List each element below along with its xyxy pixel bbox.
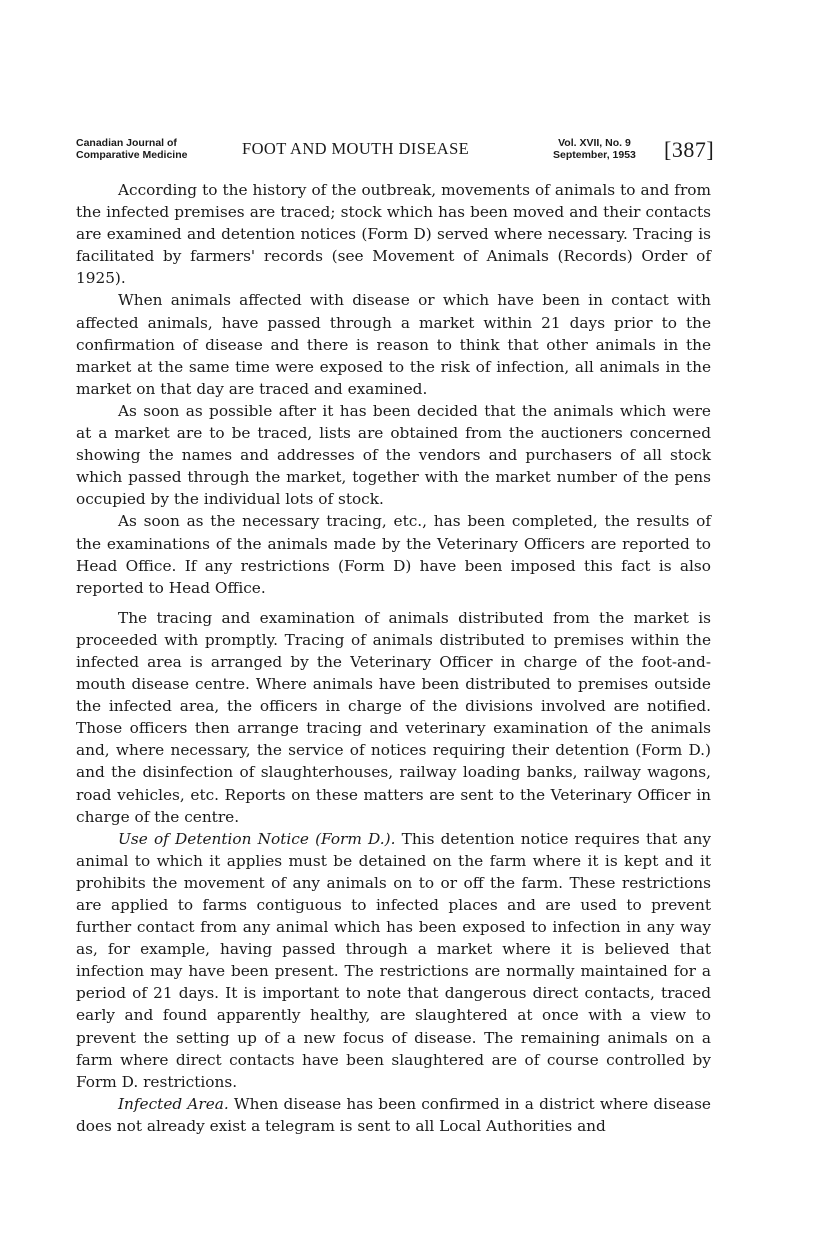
section-heading-infected-area: Infected Area.: [118, 1094, 229, 1113]
paragraph-text: This detention notice requires that any animal to which it applies must be detained on the farm where it is kept and it prohibits the movement of any animals on to or off the farm. These restrictions are applied to farms contiguous to infected places and are used to prevent further contact from any animal which has been exposed to infection in any way as, for example, having passed through a market where it is believed that infection may have been present. The restrictions are normally maintained for a period of 21 days. It is important to note that dangerous direct contacts, traced early and found apparently healthy, are slaughtered at once with a view to prevent the setting up of a new focus of disease. The remaining animals on a farm where direct contacts have been slaughtered are of course controlled by Form D. restrictions.: [76, 829, 712, 1091]
issue-info: [553, 138, 636, 161]
paragraph-market-contacts: When animals affected with disease or which have been in contact with affected animals, have passed through a market within 21 days prior to the confirmation of disease and there is reason to think that other animals in the market at the same time were exposed to the risk of infection, all animals in the market on that day are traced and examined.: [76, 291, 711, 398]
paragraph-reporting-results: As soon as the necessary tracing, etc., has been completed, the results of the examinations of the animals made by the Veterinary Officers are reported to Head Office. If any restrictions (Form D) have been imposed this fact is also reported to Head Office.: [76, 512, 711, 597]
journal-name-line-1: Canadian Journal of: [76, 137, 177, 149]
paragraph-infected-area: [76, 1093, 711, 1137]
journal-name-line-2: Comparative Medicine: [76, 148, 188, 161]
paragraph-auctioneer-lists: As soon as possible after it has been decided that the animals which were at a market are to be traced, lists are obtained from the auctioners concerned showing the names and addresses of the vendors and purchasers of all stock which passed through the market, together with the market number of the pens occupied by the individual lots of stock.: [76, 401, 711, 509]
paragraph-tracing-outbreak: According to the history of the outbreak, movements of animals to and from the infected premises are traced; stock which has been moved and their contacts are examined and detention notices (Form D) served where necessary. Tracing is facilitated by farmers' records (see Movement of Animals (Records) Order of 1925).: [76, 181, 711, 288]
issue-date: September, 1953: [553, 148, 636, 161]
article-body: [76, 179, 711, 1137]
journal-name: [76, 138, 187, 161]
paragraph-detention-notice: [76, 828, 711, 1093]
section-heading-detention-notice: Use of Detention Notice (Form D.).: [118, 829, 396, 848]
paragraph-text: When disease has been confirmed in a district where disease does not already exist a telegram is sent to all Local Authorities and: [76, 1094, 711, 1135]
paragraph-distribution-tracing: The tracing and examination of animals distributed from the market is proceeded with promptly. Tracing of animals distributed to premises within the infected area is arranged by the Veterinary Officer in charge of the foot-and-mouth disease centre. Where animals have been distributed to premises outside the infected area, the officers in charge of the divisions involved are notified. Those officers then arrange tracing and veterinary examination of the animals and, where necessary, the service of notices requiring their detention (Form D.) and the disinfection of slaughterhouses, railway loading banks, railway wagons, road vehicles, etc. Reports on these matters are sent to the Veterinary Officer in charge of the centre.: [76, 608, 711, 826]
article-title: FOOT AND MOUTH DISEASE: [242, 139, 470, 158]
volume-number: Vol. XVII, No. 9: [558, 137, 631, 149]
running-header: [76, 138, 716, 168]
page-number: [387]: [664, 137, 715, 162]
